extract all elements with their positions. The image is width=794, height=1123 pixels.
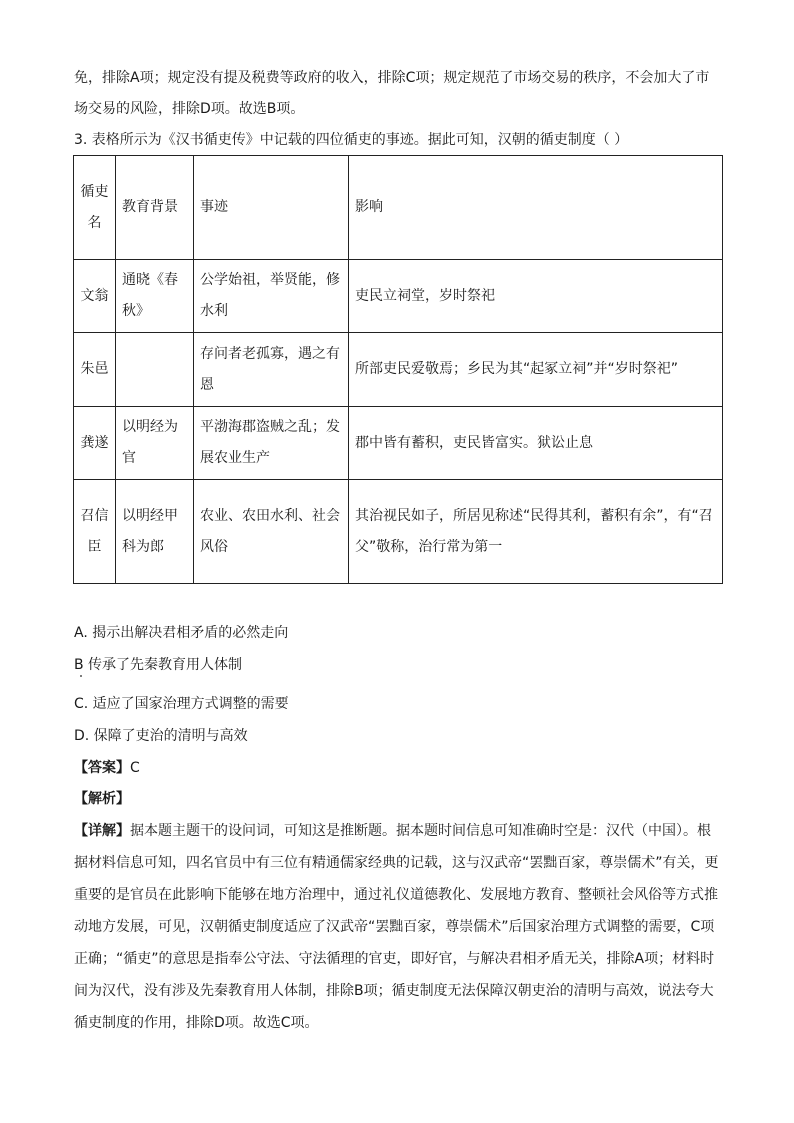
answer-value: C xyxy=(130,760,140,776)
answer-label: 【答案】 xyxy=(74,760,130,776)
detail-label: 【详解】 xyxy=(74,823,130,839)
official-name: 龚遂 xyxy=(74,407,116,480)
question-stem: 3. 表格所示为《汉书循吏传》中记载的四位循吏的事迹。据此可知，汉朝的循吏制度（ ） xyxy=(74,132,629,148)
option-d: D. 保障了吏治的清明与高效 xyxy=(74,728,248,744)
official-name: 召信臣 xyxy=(74,480,116,584)
official-education xyxy=(116,333,194,407)
option-b: B 传承了先秦教育用人体制 xyxy=(74,657,243,673)
intro-line-1: 免，排除A项；规定没有提及税费等政府的收入，排除C项；规定规范了市场交易的秩序，不会加大了市 xyxy=(74,70,710,86)
official-name: 朱邑 xyxy=(74,333,116,407)
official-name: 文翁 xyxy=(74,260,116,333)
official-education: 以明经甲科为郎 xyxy=(116,480,194,584)
analysis-detail xyxy=(74,815,722,1039)
analysis-label xyxy=(74,789,130,809)
option-c: C. 适应了国家治理方式调整的需要 xyxy=(74,696,289,712)
circuit-officials-table xyxy=(73,155,723,584)
official-deeds: 存问者老孤寡，遇之有恩 xyxy=(194,333,349,407)
answer-line xyxy=(74,758,140,778)
table-row xyxy=(74,407,723,480)
analysis-heading: 【解析】 xyxy=(74,791,130,807)
header-name: 循吏名 xyxy=(74,156,116,260)
official-deeds: 农业、农田水利、社会风俗 xyxy=(194,480,349,584)
official-impact: 吏民立祠堂，岁时祭祀 xyxy=(349,260,723,333)
official-deeds: 公学始祖，举贤能，修水利 xyxy=(194,260,349,333)
table-row xyxy=(74,333,723,407)
table-row xyxy=(74,260,723,333)
intro-line-2: 场交易的风险，排除D项。故选B项。 xyxy=(74,101,305,117)
official-impact: 其治视民如子，所居见称述“民得其利，蓄积有余”，有“召父”敬称，治行常为第一 xyxy=(349,480,723,584)
option-a: A. 揭示出解决君相矛盾的必然走向 xyxy=(74,625,289,641)
official-deeds: 平渤海郡盗贼之乱；发展农业生产 xyxy=(194,407,349,480)
header-education: 教育背景 xyxy=(116,156,194,260)
header-impact: 影响 xyxy=(349,156,723,260)
table-row xyxy=(74,480,723,584)
official-impact: 郡中皆有蓄积，吏民皆富实。狱讼止息 xyxy=(349,407,723,480)
official-education: 以明经为官 xyxy=(116,407,194,480)
table-header-row xyxy=(74,156,723,260)
stray-dot-mark xyxy=(80,675,82,677)
official-impact: 所部吏民爱敬焉；乡民为其“起冢立祠”并“岁时祭祀” xyxy=(349,333,723,407)
detail-text: 据本题主题干的设问词，可知这是推断题。据本题时间信息可知准确时空是：汉代（中国）。根据材料信息可知，四名官员中有三位有精通儒家经典的记载，这与汉武帝“罢黜百家，尊崇儒术”有关，更重要的是官员在此影响下能够在地方治理中，通过礼仪道德教化、发展地方教育、整顿社会风俗等方式推动地方发展，可见，汉朝循吏制度适应了汉武帝“罢黜百家，尊崇儒术”后国家治理方式调整的需要，C项正确；“循吏”的意思是指奉公守法、守法循理的官吏，即好官，与解决君相矛盾无关，排除A项；材料时间为汉代，没有涉及先秦教育用人体制，排除B项；循吏制度无法保障汉朝吏治的清明与高效，说法夸大循吏制度的作用，排除D项。故选C项。 xyxy=(74,823,719,1031)
header-deeds: 事迹 xyxy=(194,156,349,260)
official-education: 通晓《春秋》 xyxy=(116,260,194,333)
